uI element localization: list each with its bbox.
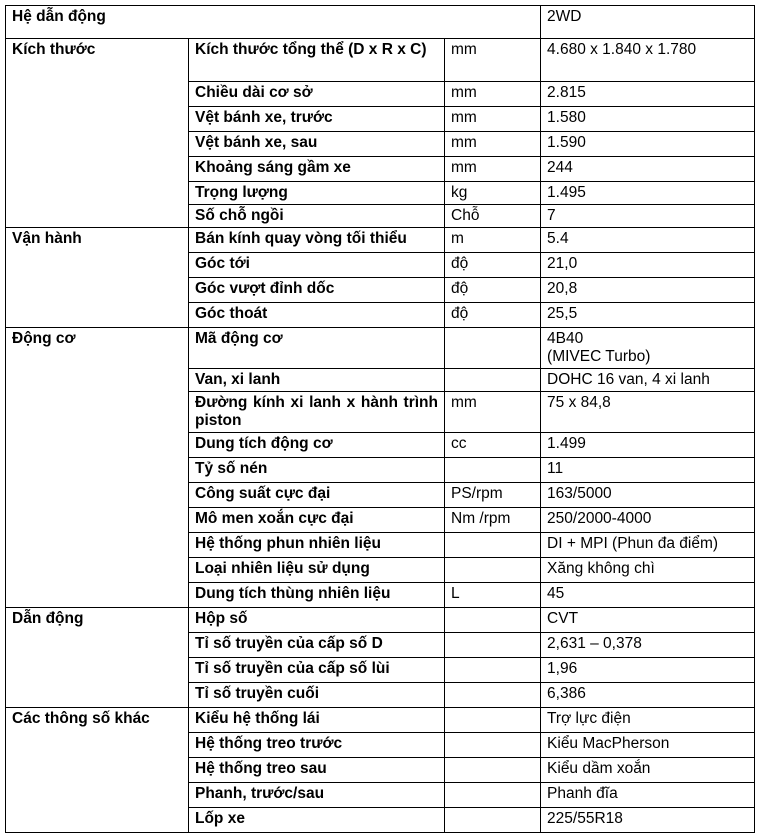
value-line: Xăng không chì	[547, 560, 655, 577]
parameter-name: Tỉ số truyền cuối	[189, 683, 445, 708]
parameter-value	[541, 369, 755, 392]
parameter-unit: độ	[445, 253, 541, 278]
parameter-name: Kích thước tổng thể (D x R x C)	[189, 39, 445, 82]
value-line: 7	[547, 207, 556, 224]
value-line: 163/5000	[547, 485, 612, 502]
value-line: 25,5	[547, 305, 578, 322]
value-line: 20,8	[547, 280, 578, 297]
parameter-unit	[445, 608, 541, 633]
parameter-value	[541, 278, 755, 303]
value-line: Kiểu dầm xoắn	[547, 760, 651, 777]
parameter-name: Hệ thống treo trước	[189, 733, 445, 758]
parameter-name: Mô men xoắn cực đại	[189, 508, 445, 533]
parameter-unit: mm	[445, 39, 541, 82]
parameter-value	[541, 783, 755, 808]
parameter-unit: mm	[445, 392, 541, 433]
parameter-value	[541, 633, 755, 658]
parameter-unit: độ	[445, 278, 541, 303]
parameter-unit: kg	[445, 182, 541, 205]
parameter-unit: L	[445, 583, 541, 608]
parameter-name: Kiểu hệ thống lái	[189, 708, 445, 733]
parameter-unit	[445, 633, 541, 658]
parameter-name: Trọng lượng	[189, 182, 445, 205]
table-row	[6, 328, 755, 369]
parameter-unit	[445, 558, 541, 583]
parameter-name: Dung tích động cơ	[189, 433, 445, 458]
parameter-value	[541, 228, 755, 253]
parameter-name: Hệ thống phun nhiên liệu	[189, 533, 445, 558]
parameter-value	[541, 82, 755, 107]
parameter-value	[541, 683, 755, 708]
parameter-name: Van, xi lanh	[189, 369, 445, 392]
parameter-name: Phanh, trước/sau	[189, 783, 445, 808]
parameter-name: Hệ thống treo sau	[189, 758, 445, 783]
parameter-value	[541, 508, 755, 533]
parameter-value	[541, 253, 755, 278]
value-line: Kiểu MacPherson	[547, 735, 670, 752]
parameter-unit	[445, 369, 541, 392]
value-line: CVT	[547, 610, 579, 627]
parameter-name: Lốp xe	[189, 808, 445, 833]
value-line: 1.590	[547, 134, 586, 151]
value-line: 6,386	[547, 685, 586, 702]
value-line: 1,96	[547, 660, 578, 677]
value-line: 4B40	[547, 330, 584, 347]
parameter-unit: độ	[445, 303, 541, 328]
parameter-value	[541, 205, 755, 228]
parameter-name: Góc vượt đỉnh dốc	[189, 278, 445, 303]
parameter-unit: Nm /rpm	[445, 508, 541, 533]
parameter-value	[541, 733, 755, 758]
drive-system-value: 2WD	[541, 6, 755, 39]
parameter-name: Số chỗ ngồi	[189, 205, 445, 228]
parameter-value	[541, 608, 755, 633]
spec-table	[5, 5, 755, 833]
parameter-unit	[445, 733, 541, 758]
parameter-name: Bán kính quay vòng tối thiểu	[189, 228, 445, 253]
value-line: 21,0	[547, 255, 578, 272]
value-line: 1.499	[547, 435, 586, 452]
parameter-value	[541, 808, 755, 833]
table-row	[6, 708, 755, 733]
parameter-value	[541, 708, 755, 733]
parameter-unit: m	[445, 228, 541, 253]
parameter-unit	[445, 683, 541, 708]
group-label: Kích thước	[6, 39, 189, 228]
parameter-unit	[445, 783, 541, 808]
group-label: Vận hành	[6, 228, 189, 328]
parameter-name: Tỷ số nén	[189, 458, 445, 483]
table-header-row	[6, 6, 755, 39]
parameter-name: Loại nhiên liệu sử dụng	[189, 558, 445, 583]
table-row	[6, 608, 755, 633]
value-line: Trợ lực điện	[547, 710, 631, 727]
parameter-unit	[445, 533, 541, 558]
value-line: (MIVEC Turbo)	[547, 348, 651, 365]
parameter-unit: PS/rpm	[445, 483, 541, 508]
parameter-name: Hộp số	[189, 608, 445, 633]
parameter-value	[541, 303, 755, 328]
parameter-value	[541, 182, 755, 205]
value-line: 1.495	[547, 184, 586, 201]
parameter-name: Tỉ số truyền của cấp số lùi	[189, 658, 445, 683]
table-row	[6, 39, 755, 82]
group-label: Động cơ	[6, 328, 189, 608]
parameter-name: Góc thoát	[189, 303, 445, 328]
parameter-name: Vệt bánh xe, trước	[189, 107, 445, 132]
parameter-name: Đường kính xi lanh x hành trình piston	[189, 392, 445, 433]
parameter-unit	[445, 328, 541, 369]
group-label: Các thông số khác	[6, 708, 189, 833]
parameter-name: Công suất cực đại	[189, 483, 445, 508]
parameter-value	[541, 157, 755, 182]
spec-table-body	[6, 6, 755, 833]
value-line: 11	[547, 460, 564, 477]
parameter-value	[541, 39, 755, 82]
drive-system-label: Hệ dẫn động	[6, 6, 541, 39]
parameter-unit: Chỗ	[445, 205, 541, 228]
value-line: 4.680 x 1.840 x 1.780	[547, 41, 697, 58]
parameter-name: Dung tích thùng nhiên liệu	[189, 583, 445, 608]
parameter-unit	[445, 458, 541, 483]
parameter-name: Khoảng sáng gầm xe	[189, 157, 445, 182]
parameter-unit: cc	[445, 433, 541, 458]
parameter-unit	[445, 808, 541, 833]
value-line: DI + MPI (Phun đa điểm)	[547, 535, 719, 552]
parameter-value	[541, 658, 755, 683]
value-line: 250/2000-4000	[547, 510, 652, 527]
parameter-unit: mm	[445, 157, 541, 182]
parameter-unit: mm	[445, 82, 541, 107]
parameter-value	[541, 392, 755, 433]
value-line: DOHC 16 van, 4 xi lanh	[547, 371, 710, 388]
parameter-name: Vệt bánh xe, sau	[189, 132, 445, 157]
value-line: 244	[547, 159, 573, 176]
value-line: 225/55R18	[547, 810, 623, 827]
parameter-value	[541, 558, 755, 583]
parameter-value	[541, 328, 755, 369]
table-row	[6, 228, 755, 253]
parameter-unit	[445, 758, 541, 783]
value-line: 1.580	[547, 109, 586, 126]
parameter-name: Góc tới	[189, 253, 445, 278]
parameter-name: Mã động cơ	[189, 328, 445, 369]
parameter-value	[541, 583, 755, 608]
parameter-unit: mm	[445, 107, 541, 132]
value-line: 2.815	[547, 84, 586, 101]
parameter-value	[541, 458, 755, 483]
parameter-value	[541, 433, 755, 458]
value-line: 45	[547, 585, 565, 602]
value-line: 75 x 84,8	[547, 394, 611, 411]
value-line: Phanh đĩa	[547, 785, 618, 802]
parameter-value	[541, 758, 755, 783]
parameter-name: Tỉ số truyền của cấp số D	[189, 633, 445, 658]
parameter-unit	[445, 658, 541, 683]
group-label: Dẫn động	[6, 608, 189, 708]
parameter-value	[541, 533, 755, 558]
value-line: 2,631 – 0,378	[547, 635, 642, 652]
parameter-name: Chiều dài cơ sở	[189, 82, 445, 107]
parameter-value	[541, 483, 755, 508]
value-line: 5.4	[547, 230, 569, 247]
parameter-unit: mm	[445, 132, 541, 157]
parameter-unit	[445, 708, 541, 733]
parameter-value	[541, 107, 755, 132]
parameter-value	[541, 132, 755, 157]
